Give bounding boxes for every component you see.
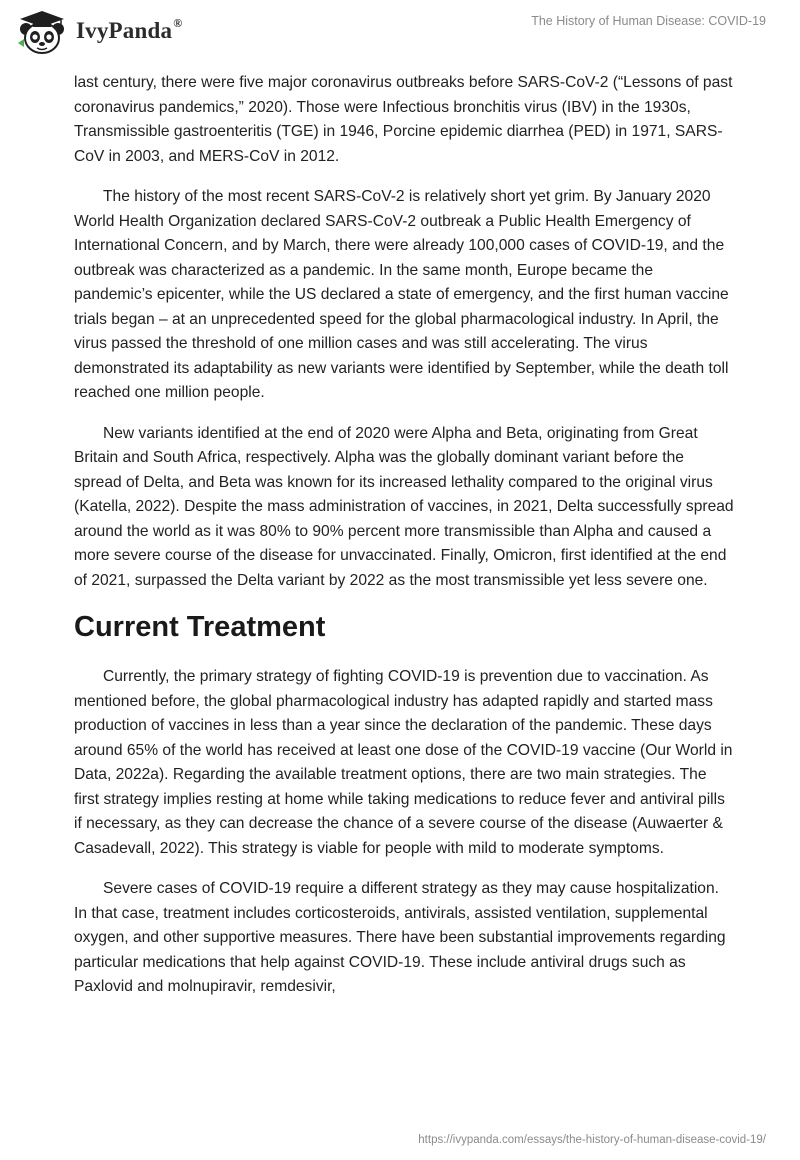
registered-mark: ® xyxy=(173,16,183,31)
paragraph: The history of the most recent SARS-CoV-2 is relatively short yet grim. By January 2020 World Health Organization declared SARS-CoV-2 outbreak a Public Health Emergency of International Concern, and by March, there were already 100,000 cases of COVID-19, and the outbreak was characterized as a pandemic. In the same month, Europe became the pandemic’s epicenter, while the US declared a state of emergency, and the first human vaccine trials began – at an unprecedented speed for the global pharmacological industry. In April, the virus passed the threshold of one million cases and was still accelerating. The virus demonstrated its adaptability as new variants were identified by September, while the death toll reached one million people. xyxy=(74,188,729,401)
ivypanda-panda-logo-icon[interactable] xyxy=(14,9,70,55)
page-header xyxy=(0,0,800,70)
essay-content xyxy=(74,71,734,1016)
brand-name[interactable] xyxy=(76,18,182,44)
paragraph: Currently, the primary strategy of fighting COVID-19 is prevention due to vaccination. As mentioned before, the global pharmacological industry has adapted rapidly and started mass production of vaccines in less than a year since the declaration of the pandemic. These days around 65% of the world has received at least one dose of the COVID-19 vaccine (Our World in Data, 2022a). Regarding the available treatment options, there are two main strategies. The first strategy implies resting at home while taking medications to reduce fever and antiviral pills if necessary, as they can decrease the chance of a severe course of the disease (Auwaerter & Casadevall, 2022). This strategy is viable for people with mild to moderate symptoms. xyxy=(74,668,733,857)
source-url[interactable]: https://ivypanda.com/essays/the-history-of-human-disease-covid-19/ xyxy=(418,1134,766,1146)
brand-text: IvyPanda xyxy=(76,18,173,43)
document-title: The History of Human Disease: COVID-19 xyxy=(531,14,766,28)
section-heading: Current Treatment xyxy=(74,611,326,643)
paragraph: last century, there were five major coronavirus outbreaks before SARS-CoV-2 (“Lessons of past coronavirus pandemics,” 2020). Those were Infectious bronchitis virus (IBV) in the 1930s, Transmissible gastroenteritis (TGE) in 1946, Porcine epidemic diarrhea (PED) in 1971, SARS-CoV in 2003, and MERS-CoV in 2012. xyxy=(74,74,733,165)
paragraph: New variants identified at the end of 2020 were Alpha and Beta, originating from Great Britain and South Africa, respectively. Alpha was the globally dominant variant before the spread of Delta, and Beta was known for its increased lethality compared to the original virus (Katella, 2022). Despite the mass administration of vaccines, in 2021, Delta successfully spread around the world as it was 80% to 90% percent more transmissible than Alpha and caused a more severe course of the disease for unvaccinated. Finally, Omicron, first identified at the end of 2021, surpassed the Delta variant by 2022 as the most transmissible yet less severe one. xyxy=(74,424,734,589)
paragraph: Severe cases of COVID-19 require a different strategy as they may cause hospitalization. In that case, treatment includes corticosteroids, antivirals, assisted ventilation, supplemental oxygen, and other supportive measures. There have been substantial improvements regarding particular medications that help against COVID-19. These include antiviral drugs such as Paxlovid and molnupiravir, remdesivir, xyxy=(74,880,726,995)
